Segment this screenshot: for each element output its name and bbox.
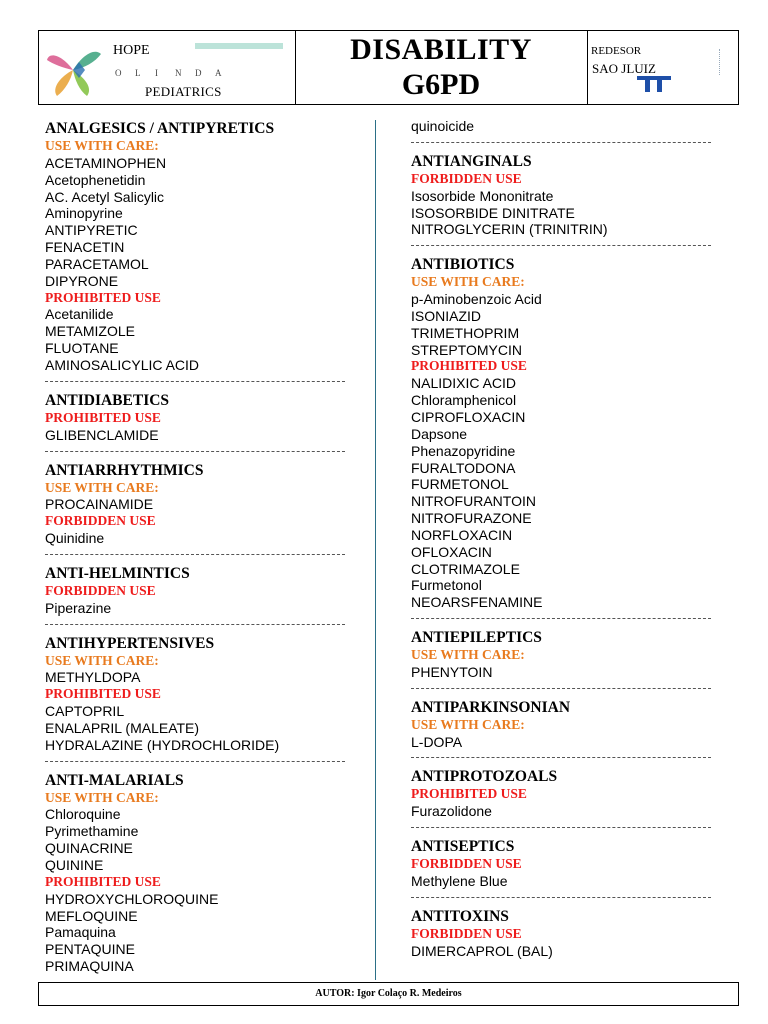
right-drug-column [411,118,716,960]
prohibited-use-label: FORBIDDEN USE [411,170,522,186]
drug-category-heading: ANTIPROTOZOALS [411,768,558,786]
drug-name: AC. Acetyl Salicylic [45,188,165,205]
prohibited-use-label: FORBIDDEN USE [411,925,522,941]
drug-name: Furazolidone [411,803,492,820]
drug-name: OFLOXACIN [411,543,492,560]
drug-name: Methylene Blue [411,873,508,889]
use-with-care-label: USE WITH CARE: [45,789,159,805]
drug-name: GLIBENCLAMIDE [45,426,159,443]
drug-category-heading: ANTIDIABETICS [45,391,170,409]
drug-category-heading: ANTITOXINS [411,907,509,925]
drug-name: Aminopyrine [45,205,123,222]
drug-name: PARACETAMOL [45,255,149,272]
logo-line-pediatrics: PEDIATRICS [145,84,222,99]
dashed-separator [411,611,716,627]
use-with-care-label: USE WITH CARE: [411,274,525,290]
column-divider [375,120,376,980]
author-footer: AUTOR: Igor Colaço R. Medeiros [38,982,739,1006]
drug-name: Piperazine [45,599,112,616]
document-header [38,30,739,105]
drug-name: Furmetonol [411,577,482,594]
drug-name: NITROGLYCERIN (TRINITRIN) [411,221,608,238]
use-with-care-label: USE WITH CARE: [45,652,159,668]
drug-name: PENTAQUINE [45,941,135,958]
drug-name: ISOSORBIDE DINITRATE [411,204,575,221]
drug-name: HYDRALAZINE (HYDROCHLORIDE) [45,736,280,753]
drug-name: FURMETONOL [411,476,509,493]
title-cell [295,31,588,104]
prohibited-use-label: PROHIBITED USE [45,873,161,889]
olinda-letter: N [175,68,182,78]
drug-name: Pamaquina [45,924,116,941]
left-drug-column [45,118,350,975]
partner-logo-cell [587,31,738,104]
dashed-separator [411,238,716,254]
drug-category-heading: ANTIARRHYTHMICS [45,461,204,479]
drug-name: Isosorbide Mononitrate [411,187,554,204]
document-title: DISABILITY [350,33,532,66]
prohibited-use-label: FORBIDDEN USE [411,856,522,872]
drug-name: HYDROXYCHLOROQUINE [45,890,219,907]
drug-name: ENALAPRIL (MALEATE) [45,719,200,736]
clinic-logo-cell [39,31,296,104]
document-subtitle: G6PD [401,68,481,101]
drug-name: FURALTODONA [411,459,516,476]
drug-name: PROCAINAMIDE [45,496,154,513]
logo-banner-decoration [195,41,283,51]
drug-name: CLOTRIMAZOLE [411,560,520,577]
use-with-care-label: USE WITH CARE: [411,716,525,732]
drug-name: NORFLOXACIN [411,526,513,543]
drug-name: NITROFURANTOIN [411,493,536,510]
drug-name: METHYLDOPA [45,669,141,686]
partner-hospital-name: SAO JLUIZ [592,61,656,76]
drug-name: NITROFURAZONE [411,510,532,527]
drug-category-heading: ANTIHYPERTENSIVES [45,634,215,652]
use-with-care-label: USE WITH CARE: [45,138,159,153]
dashed-separator [45,547,350,563]
dashed-separator [45,374,350,390]
dashed-separator [411,135,716,151]
prohibited-use-label: FORBIDDEN USE [45,582,156,598]
drug-category-heading: ANALGESICS / ANTIPYRETICS [45,120,275,137]
drug-category-heading: ANTIPARKINSONIAN [411,698,571,716]
dashed-separator [411,890,716,906]
drug-category-heading: ANTI-HELMINTICS [45,564,190,582]
drug-category-heading: ANTIANGINALS [411,152,532,170]
drug-name: TRIMETHOPRIM [411,324,520,341]
olinda-letter: L [135,68,141,78]
olinda-letter: I [155,68,158,78]
drug-name: Acetanilide [45,306,114,323]
drug-category-heading: ANTIBIOTICS [411,256,515,274]
prohibited-use-label: PROHIBITED USE [45,686,161,702]
drug-name: FLUOTANE [45,340,119,357]
dashed-separator [45,444,350,460]
drug-category-heading: ANTISEPTICS [411,838,515,856]
logo-line-olinda [115,68,235,78]
prohibited-use-label: PROHIBITED USE [411,786,527,802]
partner-network-name: REDESOR [591,45,642,57]
drug-name: NALIDIXIC ACID [411,375,517,392]
dashed-separator [45,617,350,633]
drug-category-heading: ANTIEPILEPTICS [411,629,542,647]
drug-name: ISONIAZID [411,307,482,324]
prohibited-use-label: PROHIBITED USE [411,358,527,374]
drug-name: Chloroquine [45,806,121,823]
olinda-letter: A [215,68,222,78]
use-with-care-label: USE WITH CARE: [411,647,525,663]
drug-name: DIPYRONE [45,272,119,289]
olinda-letter: O [115,68,122,78]
drug-name: PRIMAQUINA [45,958,134,975]
drug-name: Dapsone [411,425,468,442]
drug-name: quinoicide [411,118,475,134]
drug-name: Acetophenetidin [45,171,146,188]
prohibited-use-label: PROHIBITED USE [45,409,161,425]
prohibited-use-label: FORBIDDEN USE [45,513,156,529]
olinda-letter: D [195,68,202,78]
drug-name: DIMERCAPROL (BAL) [411,942,553,959]
drug-name: MEFLOQUINE [45,907,138,924]
dashed-separator [411,820,716,836]
logo-line-hope: HOPE [113,43,150,58]
drug-name: STREPTOMYCIN [411,341,522,358]
drug-name: AMINOSALICYLIC ACID [45,356,200,373]
drug-name: QUININE [45,857,104,873]
drug-name: p-Aminobenzoic Acid [411,291,542,308]
drug-category-heading: ANTI-MALARIALS [45,771,184,789]
drug-name: Pyrimethamine [45,823,139,840]
dashed-separator [411,750,716,766]
drug-name: Phenazopyridine [411,442,516,459]
use-with-care-label: USE WITH CARE: [45,479,159,495]
drug-name: ACETAMINOPHEN [45,154,167,171]
drug-name: Quinidine [45,530,105,547]
drug-name: FENACETIN [45,239,125,256]
prohibited-use-label: PROHIBITED USE [45,289,161,305]
drug-name: CIPROFLOXACIN [411,408,526,425]
flower-logo-icon [43,40,107,100]
drug-name: CAPTOPRIL [45,703,125,720]
drug-name: Chloramphenicol [411,392,517,409]
drug-name: PHENYTOIN [411,663,493,680]
tt-logo-icon [637,76,671,92]
drug-name: QUINACRINE [45,840,133,857]
drug-name: L-DOPA [411,733,463,750]
drug-name: METAMIZOLE [45,323,135,340]
drug-name: ANTIPYRETIC [45,222,138,239]
dashed-separator [411,681,716,697]
drug-name: NEOARSFENAMINE [411,594,543,611]
decorative-tick [717,49,720,75]
dashed-separator [45,754,350,770]
